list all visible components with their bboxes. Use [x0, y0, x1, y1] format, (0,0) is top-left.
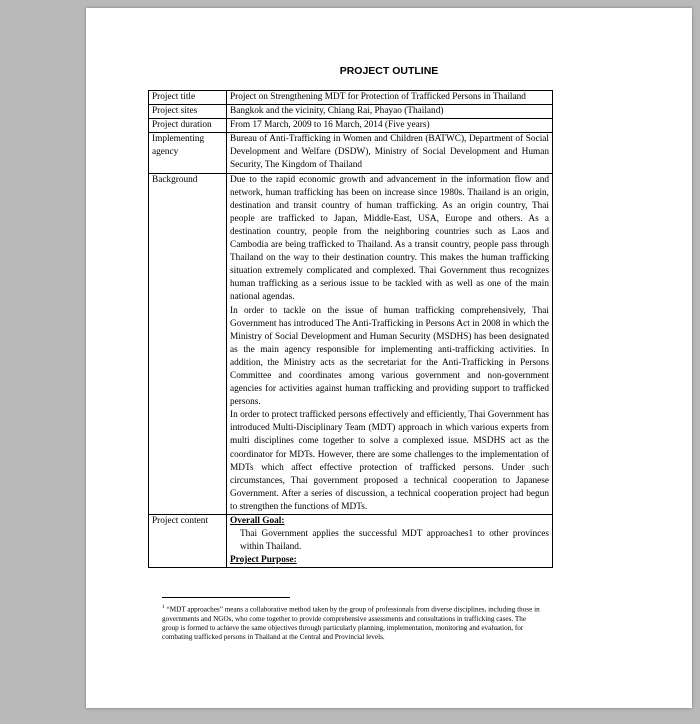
document-page	[86, 8, 692, 708]
row-label: Project content	[149, 515, 227, 568]
project-purpose-heading: Project Purpose:	[230, 555, 297, 566]
table-row	[149, 91, 553, 105]
row-label: Project title	[149, 91, 227, 105]
overall-goal-heading: Overall Goal:	[230, 516, 285, 526]
row-label: Implementing agency	[149, 133, 227, 173]
table-row-content	[149, 515, 553, 568]
content-text	[227, 515, 553, 568]
row-value: From 17 March, 2009 to 16 March, 2014 (Five years)	[227, 119, 553, 133]
row-value: Bangkok and the vicinity, Chiang Rai, Phayao (Thailand)	[227, 105, 553, 119]
table-row	[149, 133, 553, 173]
row-value: Project on Strengthening MDT for Protection of Trafficked Persons in Thailand	[227, 91, 553, 105]
table-row-background	[149, 173, 553, 514]
footnote-divider	[162, 597, 290, 598]
background-paragraph: In order to protect trafficked persons effectively and efficiently, Thai Government has introduced Multi-Disciplinary Team (MDT) approach in which various experts from multi disciplines come together to solve a complexed issue. MSDHS act as the coordinator for MDTs. However, there are some challenges to the implementation of MDTs which affect effective protection of trafficked persons. Under such circumstances, Thai government proposed a technical cooperation to Japanese Government. After a series of discussion, a technical cooperation project had begun to strengthen the functions of MDTs.	[230, 410, 549, 512]
table-row	[149, 105, 553, 119]
row-value: Bureau of Anti-Trafficking in Women and Children (BATWC), Department of Social Development and Welfare (DSDW), Ministry of Social Development and Human Security, The Kingdom of Thailand	[227, 133, 553, 173]
overall-goal-text: Thai Government applies the successful MDT approaches1 to other provinces within Thailand.	[240, 529, 549, 553]
background-paragraph: In order to tackle on the issue of human trafficking comprehensively, Thai Government has introduced The Anti-Trafficking in Persons Act in 2008 in which the Ministry of Social Development and Human Security (MSDHS) has been designated as the main agency responsible for implementing anti-trafficking activities. In addition, the Ministry acts as the secretariat for the Anti-Trafficking in Persons Committee and coordinates among various government and non-government agencies for activities against human trafficking and providing support to trafficked persons.	[230, 305, 549, 408]
footnote	[162, 603, 542, 643]
background-text	[227, 173, 553, 514]
row-label: Project duration	[149, 119, 227, 133]
document-title: PROJECT OUTLINE	[339, 65, 439, 77]
row-label: Background	[149, 173, 227, 514]
background-paragraph: Due to the rapid economic growth and advancement in the information flow and network, human trafficking has been on increase since 1980s. Thailand is an origin, destination and transit country of human trafficking. As an origin country, Thai people are trafficked to Japan, Middle-East, USA, Europe and others. As a destination country, people from the neighboring countries such as Laos and Cambodia are being trafficked to Thailand. As a transit country, people pass through Thailand on the way to their destination country. This makes the human trafficking situation extremely complicated and complexed. Thai Government thus recognizes human trafficking as a serious issue to be tackled with as well as one of the main national agendas.	[230, 174, 549, 303]
row-label: Project sites	[149, 105, 227, 119]
project-outline-table	[148, 90, 553, 568]
table-row	[149, 119, 553, 133]
footnote-text: “MDT approaches” means a collaborative method taken by the group of professionals from diverse disciplines, including those in governments and NGOs, who come together to provide comprehensive assessments and consultations in trafficking cases. The group is formed to achieve the same objectives through particularly planning, implementation, monitoring and evaluation, for combating trafficked persons in Thailand at the Central and Provincial levels.	[162, 605, 540, 642]
footnote-marker: 1	[162, 604, 165, 610]
